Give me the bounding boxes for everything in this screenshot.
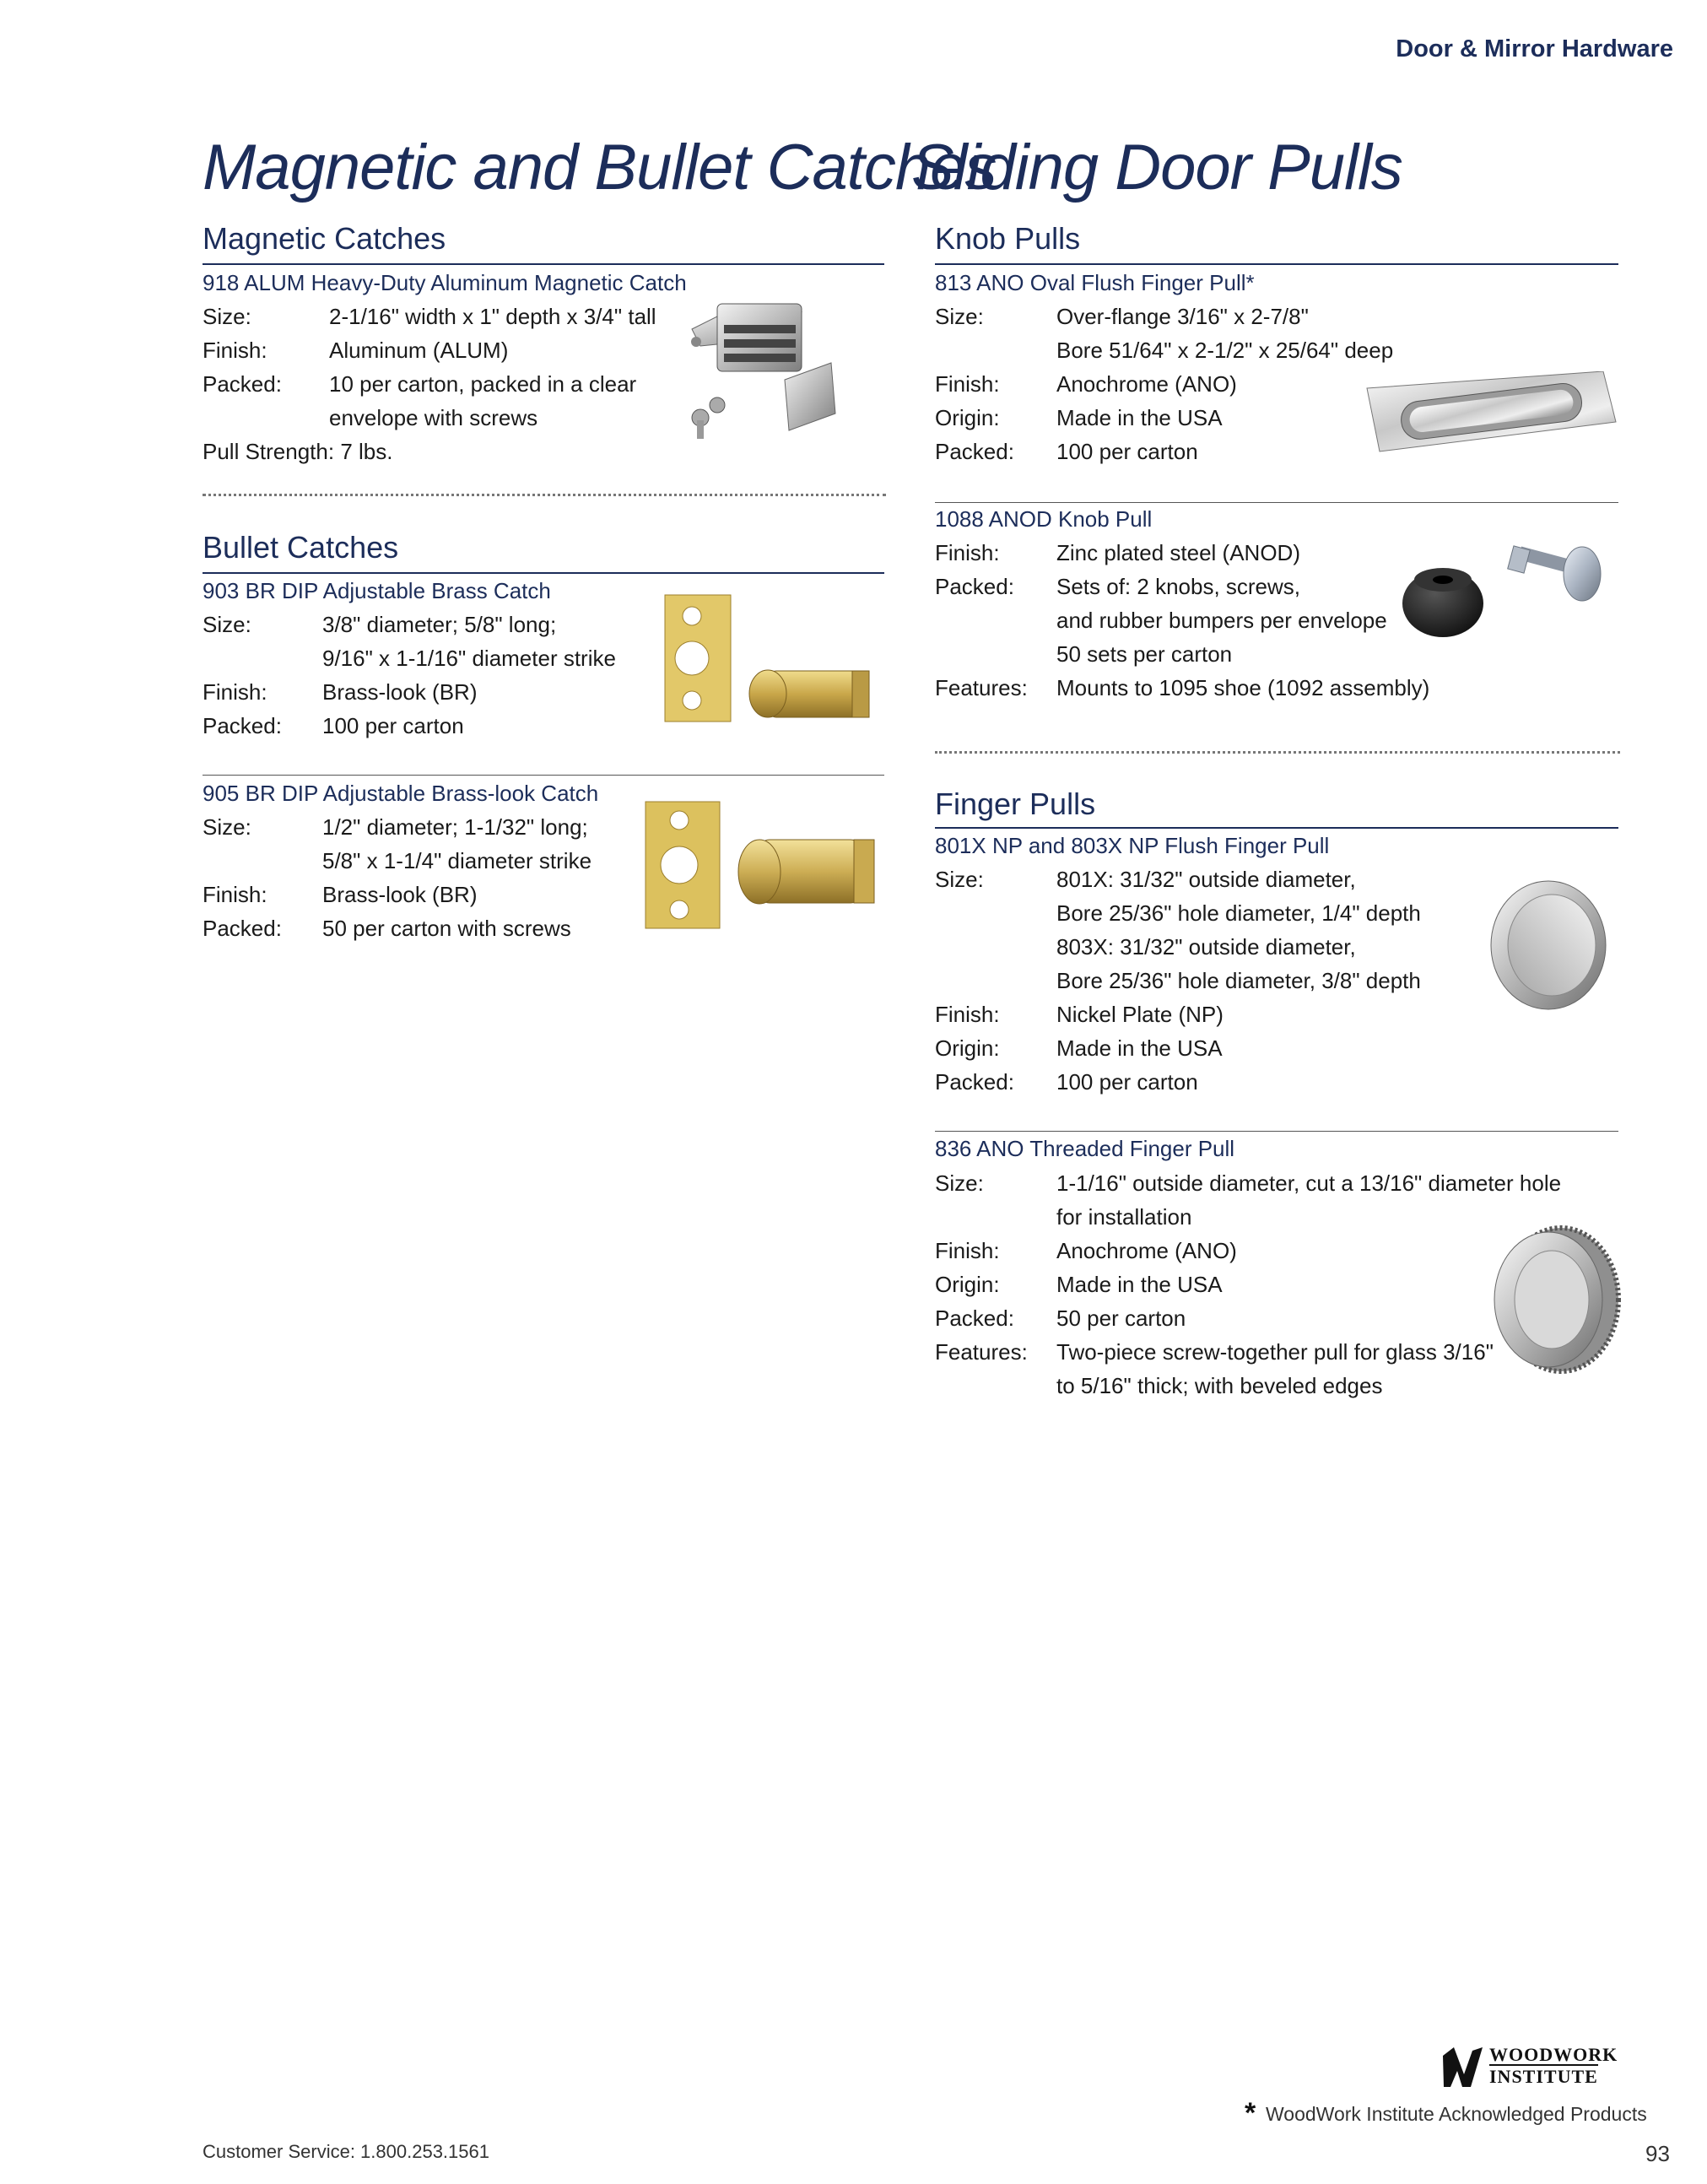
- spec-value: 2-1/16" width x 1" depth x 3/4" tall: [329, 304, 656, 329]
- spec-value: 1-1/16" outside diameter, cut a 13/16" diameter hole: [1056, 1170, 1562, 1196]
- spec-value: Bore 25/36" hole diameter, 1/4" depth: [1056, 900, 1421, 926]
- spec-label: Finish:: [935, 1002, 1000, 1027]
- product-title-813: 813 ANO Oval Flush Finger Pull*: [935, 270, 1255, 295]
- spec-value: Mounts to 1095 shoe (1092 assembly): [1056, 675, 1430, 700]
- spec-label: Finish:: [935, 371, 1000, 397]
- section-rule: [203, 263, 884, 265]
- spec-value: 50 per carton with screws: [322, 916, 571, 941]
- spec-label: Packed:: [203, 713, 282, 738]
- spec-value: 50 sets per carton: [1056, 641, 1233, 667]
- spec-value: Sets of: 2 knobs, screws,: [1056, 574, 1301, 599]
- product-divider: [935, 502, 1618, 503]
- brass-catch-image-905: [641, 797, 886, 933]
- spec-block-801: [935, 862, 1441, 1099]
- page-title-right: Sliding Door Pulls: [911, 132, 1402, 203]
- section-rule: [203, 572, 884, 574]
- spec-value: Brass-look (BR): [322, 882, 478, 907]
- spec-value: for installation: [1056, 1204, 1192, 1230]
- footnote-text: WoodWork Institute Acknowledged Products: [1266, 2103, 1647, 2125]
- spec-label: Size:: [935, 1170, 984, 1196]
- knob-pull-image: [1392, 536, 1629, 646]
- spec-value: 10 per carton, packed in a clear: [329, 371, 637, 397]
- threaded-finger-pull-image: [1481, 1219, 1624, 1380]
- spec-label: Packed:: [935, 574, 1014, 599]
- spec-label: Origin:: [935, 405, 1000, 430]
- spec-value: Two-piece screw-together pull for glass 3/16": [1056, 1339, 1494, 1365]
- spec-block-836: [935, 1166, 1562, 1403]
- spec-label: Size:: [203, 612, 251, 637]
- spec-value: 100 per carton: [322, 713, 464, 738]
- spec-value: Aluminum (ALUM): [329, 338, 509, 363]
- spec-value: Anochrome (ANO): [1056, 1238, 1237, 1263]
- spec-value: Made in the USA: [1056, 405, 1223, 430]
- spec-value: envelope with screws: [329, 405, 538, 430]
- product-title-903: 903 BR DIP Adjustable Brass Catch: [203, 578, 551, 603]
- spec-block-905: [203, 810, 641, 945]
- page-number: 93: [1645, 2141, 1670, 2166]
- spec-value: : 7 lbs.: [327, 439, 393, 464]
- spec-label: Size:: [935, 304, 984, 329]
- customer-service: Customer Service: 1.800.253.1561: [203, 2141, 489, 2162]
- spec-label: Packed:: [935, 439, 1014, 464]
- spec-value: 801X: 31/32" outside diameter,: [1056, 867, 1356, 892]
- spec-label: Origin:: [935, 1272, 1000, 1297]
- product-divider: [203, 775, 884, 776]
- spec-label: Packed:: [935, 1069, 1014, 1095]
- oval-finger-pull-image: [1350, 371, 1620, 456]
- spec-value: Anochrome (ANO): [1056, 371, 1237, 397]
- spec-value: 5/8" x 1-1/4" diameter strike: [322, 848, 592, 873]
- spec-label: Finish:: [203, 882, 267, 907]
- woodwork-logo-icon: [1439, 2041, 1489, 2091]
- product-title-1088: 1088 ANOD Knob Pull: [935, 506, 1153, 532]
- brass-catch-image-903: [658, 591, 878, 726]
- spec-value: 50 per carton: [1056, 1306, 1186, 1331]
- spec-block-903: [203, 608, 641, 743]
- spec-label: Pull Strength: [203, 439, 328, 464]
- magnetic-catch-image: [675, 278, 894, 447]
- spec-block-813: [935, 300, 1394, 468]
- spec-value: Zinc plated steel (ANOD): [1056, 540, 1300, 565]
- spec-value: Over-flange 3/16" x 2-7/8": [1056, 304, 1309, 329]
- spec-value: Bore 25/36" hole diameter, 3/8" depth: [1056, 968, 1421, 993]
- product-title-801: 801X NP and 803X NP Flush Finger Pull: [935, 833, 1330, 858]
- spec-value: 1/2" diameter; 1-1/32" long;: [322, 814, 588, 840]
- spec-label: Packed:: [203, 371, 282, 397]
- product-title-836: 836 ANO Threaded Finger Pull: [935, 1136, 1235, 1161]
- logo-text-line2: INSTITUTE: [1489, 2066, 1598, 2087]
- spec-value: Made in the USA: [1056, 1272, 1223, 1297]
- dotted-divider: [935, 751, 1620, 754]
- header-category: Door & Mirror Hardware: [1396, 35, 1673, 62]
- spec-value: Nickel Plate (NP): [1056, 1002, 1224, 1027]
- section-magnetic-catches: Magnetic Catches: [203, 221, 446, 256]
- spec-value: 3/8" diameter; 5/8" long;: [322, 612, 557, 637]
- spec-label: Origin:: [935, 1035, 1000, 1061]
- spec-value: Made in the USA: [1056, 1035, 1223, 1061]
- spec-value: 100 per carton: [1056, 1069, 1198, 1095]
- section-knob-pulls: Knob Pulls: [935, 221, 1081, 256]
- spec-label: Features:: [935, 1339, 1028, 1365]
- spec-label: Size:: [935, 867, 984, 892]
- spec-label: Features:: [935, 675, 1028, 700]
- spec-label: Size:: [203, 814, 251, 840]
- spec-value: to 5/16" thick; with beveled edges: [1056, 1373, 1383, 1398]
- spec-label: Packed:: [935, 1306, 1014, 1331]
- section-bullet-catches: Bullet Catches: [203, 530, 399, 565]
- product-title-905: 905 BR DIP Adjustable Brass-look Catch: [203, 781, 599, 806]
- product-divider: [935, 1131, 1618, 1132]
- page-title-left: Magnetic and Bullet Catches: [203, 132, 997, 203]
- spec-value: 100 per carton: [1056, 439, 1198, 464]
- spec-value: 9/16" x 1-1/16" diameter strike: [322, 646, 616, 671]
- section-rule: [935, 263, 1618, 265]
- logo-text-line1: WOODWORK: [1489, 2044, 1618, 2065]
- spec-label: Finish:: [935, 540, 1000, 565]
- product-title-918: 918 ALUM Heavy-Duty Aluminum Magnetic Catch: [203, 270, 687, 295]
- spec-label: Size:: [203, 304, 251, 329]
- spec-block-1088: [935, 536, 1430, 705]
- spec-label: Finish:: [203, 679, 267, 705]
- spec-value: Brass-look (BR): [322, 679, 478, 705]
- footnote-asterisk: *: [1245, 2097, 1256, 2129]
- section-finger-pulls: Finger Pulls: [935, 787, 1096, 821]
- spec-value: and rubber bumpers per envelope: [1056, 608, 1387, 633]
- spec-value: Bore 51/64" x 2-1/2" x 25/64" deep: [1056, 338, 1394, 363]
- dotted-divider: [203, 494, 886, 496]
- flush-finger-pull-image: [1481, 878, 1616, 1013]
- woodwork-institute-logo: [1439, 2041, 1620, 2091]
- spec-label: Finish:: [203, 338, 267, 363]
- section-rule: [935, 827, 1618, 829]
- spec-label: Packed:: [203, 916, 282, 941]
- spec-label: Finish:: [935, 1238, 1000, 1263]
- spec-value: 803X: 31/32" outside diameter,: [1056, 934, 1356, 960]
- spec-block-918: [203, 300, 675, 468]
